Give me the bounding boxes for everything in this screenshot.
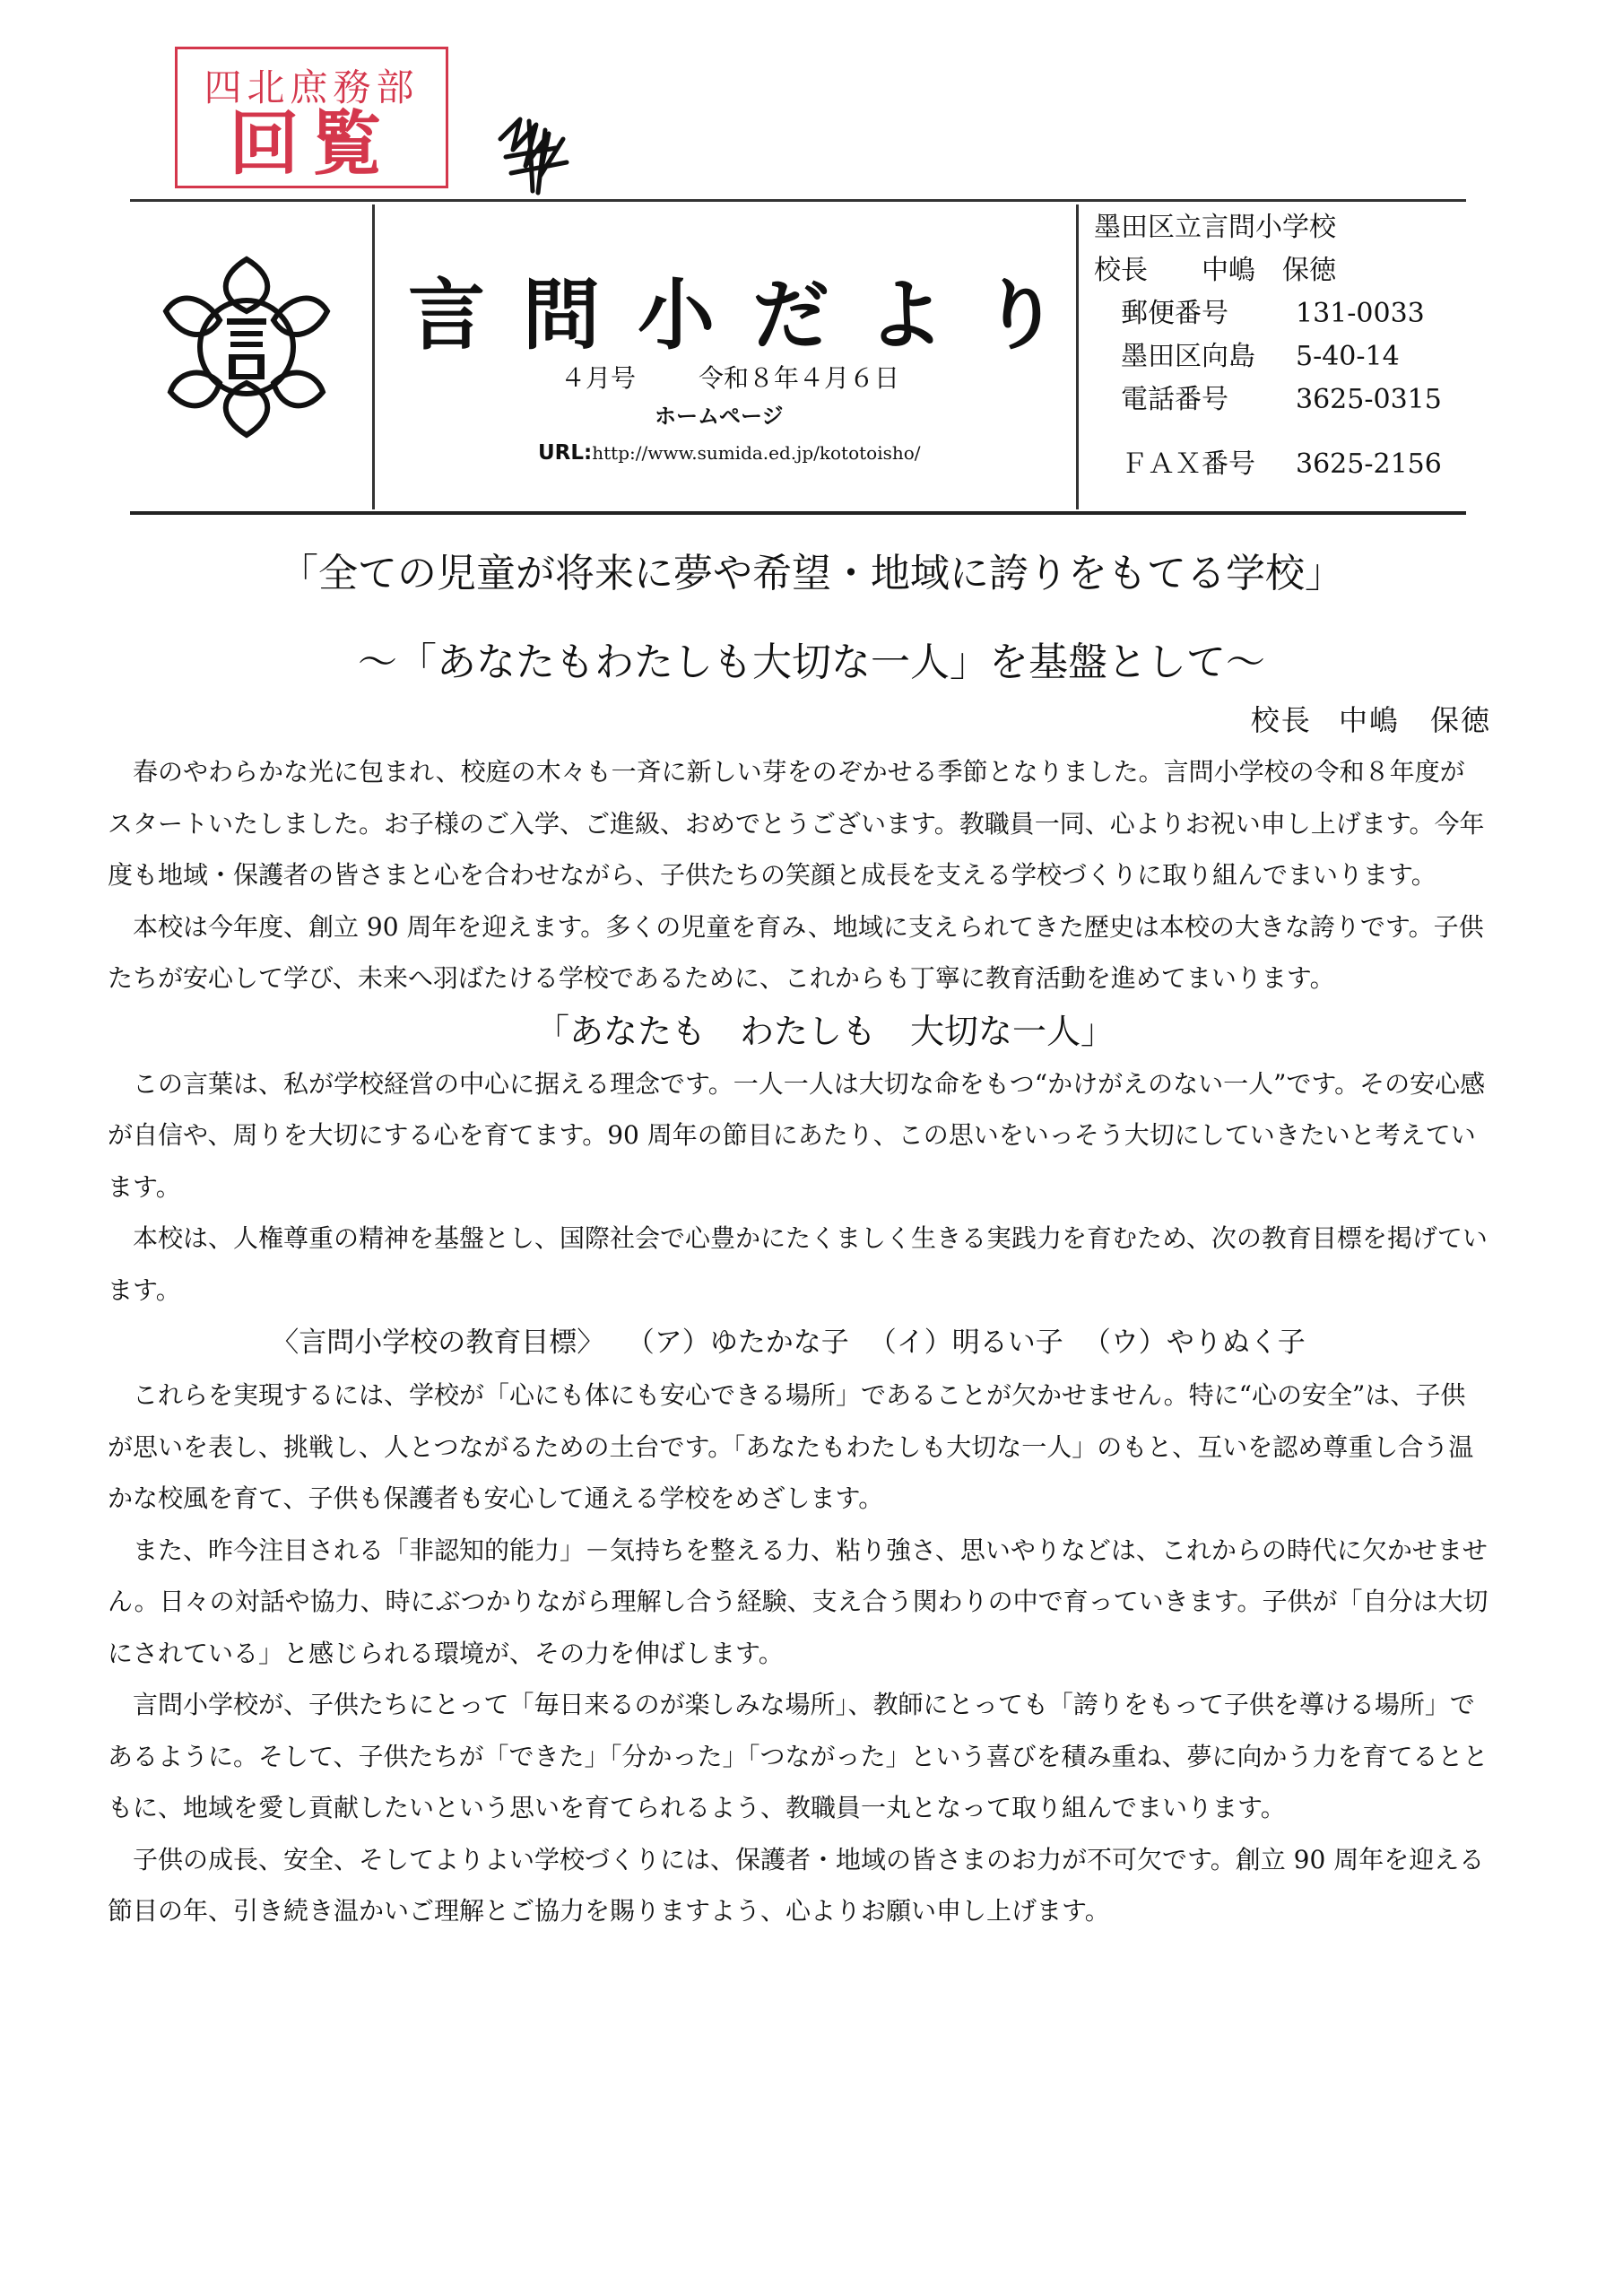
principal-row (1094, 249, 1336, 292)
fax-label: ＦＡＸ番号 (1121, 448, 1255, 480)
paragraph: 本校は、人権尊重の精神を基盤とし、国際社会で心豊かにたくましく生きる実践力を育むため、次の教育目標を掲げています。 (108, 1223, 1488, 1305)
paragraph: 本校は今年度、創立 90 周年を迎えます。多くの児童を育み、地域に支えられてきた歴史は本校の大きな誇りです。子供たちが安心して学び、未来へ羽ばたける学校であるために、これからも丁寧に教育活動を進めてまいります。 (108, 911, 1484, 993)
stamp-department: 四北庶務部 (204, 65, 420, 109)
paragraph: 子供の成長、安全、そしてよりよい学校づくりには、保護者・地域の皆さまのお力が不可欠です。創立 90 周年を迎える節目の年、引き続き温かいご理解とご協力を賜りますよう、心よりお願い申し上げます。 (108, 1844, 1485, 1926)
school-crest-icon (157, 248, 336, 446)
paragraph: 言問小学校が、子供たちにとって「毎日来るのが楽しみな場所」、教師にとっても「誇りをもって子供を導ける場所」であるように。そして、子供たちが「できた」「分かった」「つながった」という喜びを積み重ね、夢に向かう力を育てるとともに、地域を愛し貢献したいという思いを育てられるよう、教職員一丸となって取り組んでまいります。 (108, 1690, 1488, 1822)
school-info (1094, 206, 1442, 486)
phone-row (1094, 378, 1442, 422)
url-prefix: URL: (538, 441, 593, 465)
goal-item: （ウ）やりぬく子 (1082, 1326, 1306, 1359)
homepage-label: ホームページ (655, 404, 784, 429)
goal-item: （ア）ゆたかな子 (640, 1326, 849, 1359)
motto-highlight: 「あなたも わたしも 大切な一人」 (534, 1011, 1115, 1051)
author-title: 校長 (1250, 703, 1312, 737)
postal-code: 131-0033 (1296, 298, 1425, 329)
stamp-label: 回覧 (229, 104, 395, 185)
phone-number: 3625-0315 (1296, 384, 1442, 415)
article-body (108, 746, 1488, 1937)
phone-label: 電話番号 (1121, 384, 1228, 415)
url-link[interactable]: http://www.sumida.ed.jp/kototoisho/ (592, 442, 921, 464)
fax-number: 3625-2156 (1296, 448, 1442, 480)
issue-date: 令和８年４月６日 (699, 363, 900, 393)
newsletter-title: 言問小だより (408, 271, 1097, 361)
newsletter-masthead (130, 199, 1466, 515)
paragraph: この言葉は、私が学校経営の中心に据える理念です。一人一人は大切な命をもつ“かけがえのない一人”です。その安心感が自信や、周りを大切にする心を育てます。90 周年の節目にあたり、この思いをいっそう大切にしていきたいと考えています。 (108, 1068, 1486, 1202)
school-motto-line-1: 「全ての児童が将来に夢や希望・地域に誇りをもてる学校」 (279, 551, 1344, 596)
address-label: 墨田区向島 (1121, 341, 1255, 372)
masthead-divider-left (372, 204, 375, 509)
paragraph: 春のやわらかな光に包まれ、校庭の木々も一斉に新しい芽をのぞかせる季節となりました。言問小学校の令和８年度がスタートいたしました。お子様のご入学、ご進級、おめでとうございます。教職員一同、心よりお祝い申し上げます。今年度も地域・保護者の皆さまと心を合わせながら、子供たちの笑顔と成長を支える学校づくりに取り組んでまいります。 (108, 757, 1485, 890)
author-name: 中嶋 保徳 (1338, 703, 1491, 737)
issue-month: ４月号 (560, 363, 637, 393)
goals-label: 〈言問小学校の教育目標〉 (271, 1326, 605, 1359)
article-author (1251, 698, 1491, 739)
handwritten-signature (493, 103, 574, 202)
paragraph: これらを実現するには、学校が「心にも体にも安心できる場所」であることが欠かせません。特に“心の安全”は、子供が思いを表し、挑戦し、人とつながるための土台です。「あなたもわたしも大切な一人」のもと、互いを認め尊重し合う温かな校風を育て、子供も保護者も安心して通える学校をめざします。 (108, 1380, 1474, 1513)
postal-label: 郵便番号 (1121, 298, 1228, 329)
paragraph: また、昨今注目される「非認知的能力」－気持ちを整える力、粘り強さ、思いやりなどは、これからの時代に欠かせません。日々の対話や協力、時にぶつかりながら理解し合う経験、支え合う関わりの中で育っていきます。子供が「自分は大切にされている」と感じられる環境が、その力を伸ばします。 (108, 1535, 1488, 1668)
address-row (1094, 335, 1400, 378)
principal-label: 校長 (1094, 255, 1148, 286)
address-number: 5-40-14 (1296, 341, 1400, 372)
circulation-stamp (175, 47, 448, 188)
education-goals (108, 1316, 1488, 1370)
masthead-bottom-rule (130, 511, 1466, 515)
school-name: 墨田区立言問小学校 (1094, 212, 1336, 243)
goal-item: （イ）明るい子 (868, 1326, 1063, 1359)
principal-name: 中嶋 保徳 (1202, 255, 1336, 286)
homepage-url (538, 441, 921, 465)
school-motto-line-2: ～「あなたもわたしも大切な一人」を基盤として～ (358, 639, 1265, 685)
issue-line (560, 359, 899, 395)
masthead-top-rule (130, 199, 1466, 202)
postal-row (1094, 292, 1425, 335)
fax-row (1094, 443, 1442, 486)
